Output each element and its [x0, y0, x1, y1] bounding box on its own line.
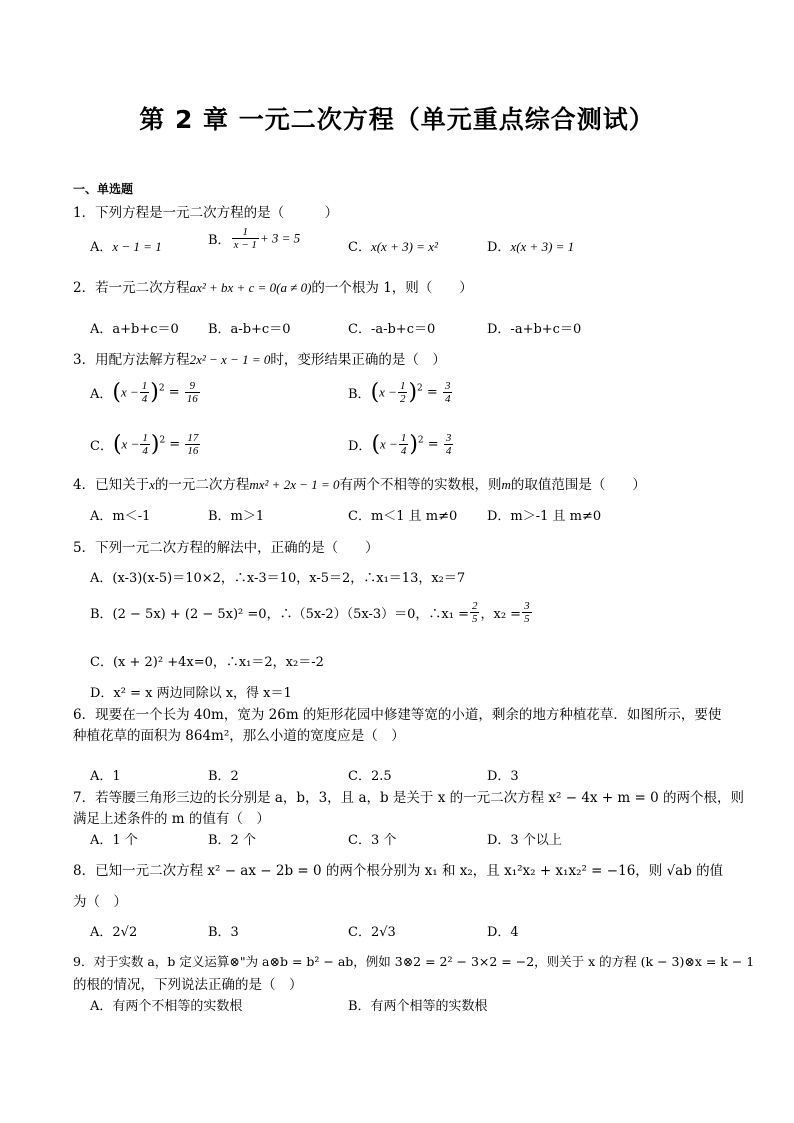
question-7-line-2: 满足上述条件的 m 的值有（ ）	[73, 811, 270, 827]
question-4-stem: 4．已知关于x的一元二次方程mx² + 2x − 1 = 0有两个不相等的实数根，则m的取值范围是（ ）	[73, 477, 646, 493]
section-heading: 一、单选题	[73, 182, 134, 196]
question-3-stem: 3．用配方法解方程2x² − x − 1 = 0时，变形结果正确的是（ ）	[73, 352, 446, 368]
question-1-option-b: B． $\frac{1}{x - 1}$ + 3 = 5	[208, 226, 301, 251]
page-title: 第 2 章 一元二次方程（单元重点综合测试）	[139, 105, 655, 134]
question-7-option-a: A．1 个	[90, 833, 138, 848]
question-2-option-c: C．-a-b+c＝0	[348, 322, 436, 337]
question-8-line-1: 8．已知一元二次方程 x² − ax − 2b = 0 的两个根分别为 x₁ 和 x₂，且 x₁²x₂ + x₁x₂² = −16，则 √ab 的值	[73, 863, 724, 879]
question-8-option-b: B．3	[208, 925, 239, 940]
question-7-option-c: C．3 个	[348, 833, 397, 848]
question-8-option-d: D．4	[487, 925, 519, 940]
question-2-option-d: D．-a+b+c＝0	[487, 322, 582, 337]
question-4-option-a: A．m＜-1	[90, 509, 151, 524]
question-6-line-1: 6．现要在一个长为 40m，宽为 26m 的矩形花园中修建等宽的小道，剩余的地方种植花草．如图所示，要使	[73, 707, 722, 723]
question-5-option-c: C．(x + 2)² +4x=0，∴x₁＝2，x₂＝-2	[90, 655, 324, 670]
question-1-option-a: A．x − 1 = 1	[90, 239, 162, 255]
question-6-option-c: C．2.5	[348, 769, 392, 784]
question-5-option-b: B．(2 − 5x) + (2 − 5x)² =0，∴（5x-2）（5x-3）＝0，∴x₁ = $\frac{2}{5}$ ，x₂ = $\frac{3}{5}$	[90, 600, 530, 625]
question-7-option-b: B．2 个	[208, 833, 256, 848]
question-2-stem: 2．若一元二次方程ax² + bx + c = 0(a ≠ 0)的一个根为 1，则（ ）	[73, 280, 473, 296]
question-5-stem: 5．下列一元二次方程的解法中，正确的是（ ）	[73, 540, 379, 556]
question-4-option-d: D．m＞-1 且 m≠0	[487, 509, 602, 524]
question-4-option-b: B．m＞1	[208, 509, 265, 524]
question-6-option-d: D．3	[487, 769, 519, 784]
question-5-option-a: A．(x-3)(x-5)＝10×2，∴x-3＝10，x-5＝2，∴x₁＝13，x₂＝7	[90, 571, 466, 586]
question-2-option-b: B．a-b+c＝0	[208, 322, 291, 337]
question-2-option-a: A．a+b+c＝0	[90, 322, 179, 337]
question-1-option-c: C．x(x + 3) = x²	[348, 239, 438, 255]
question-6-line-2: 种植花草的面积为 864m²，那么小道的宽度应是（ ）	[73, 728, 405, 744]
question-4-option-c: C．m＜1 且 m≠0	[348, 509, 458, 524]
question-9-line-2: 的根的情况，下列说法正确的是（ ）	[73, 977, 303, 993]
question-8-option-a: A．2√2	[90, 925, 138, 940]
question-3-option-a: A．(x − $\frac{1}{4}$ )$^2$ = $\frac{9}{16}$	[90, 380, 198, 405]
question-9-line-1: 9．对于实数 a，b 定义运算⊗"为 a⊗b = b² − ab，例如 3⊗2 = 2² − 3×2 = −2，则关于 x 的方程 (k − 3)⊗x = k − 1	[73, 954, 755, 969]
question-1-stem: 1．下列方程是一元二次方程的是（ ）	[73, 205, 339, 221]
question-3-option-c: C．(x − $\frac{1}{4}$ )$^2$ = $\frac{17}{16}$	[90, 432, 199, 457]
question-6-option-b: B．2	[208, 769, 239, 784]
question-8-option-c: C．2√3	[348, 925, 396, 940]
question-3-option-d: D．(x − $\frac{1}{4}$ )$^2$ = $\frac{3}{4}$	[348, 432, 452, 457]
question-6-option-a: A．1	[90, 769, 121, 784]
question-8-line-2: 为（ ）	[73, 894, 127, 910]
question-5-option-d: D．x² = x 两边同除以 x，得 x＝1	[90, 686, 292, 701]
question-9-option-a: A．有两个不相等的实数根	[90, 999, 243, 1014]
question-3-option-b: B．(x − $\frac{1}{2}$ )$^2$ = $\frac{3}{4}$	[348, 380, 451, 405]
question-7-option-d: D．3 个以上	[487, 833, 562, 848]
question-1-option-d: D．x(x + 3) = 1	[487, 239, 575, 255]
question-9-option-b: B．有两个相等的实数根	[348, 999, 488, 1014]
question-7-line-1: 7．若等腰三角形三边的长分别是 a，b，3，且 a，b 是关于 x 的一元二次方程 x² − 4x + m = 0 的两个根，则	[73, 790, 745, 806]
